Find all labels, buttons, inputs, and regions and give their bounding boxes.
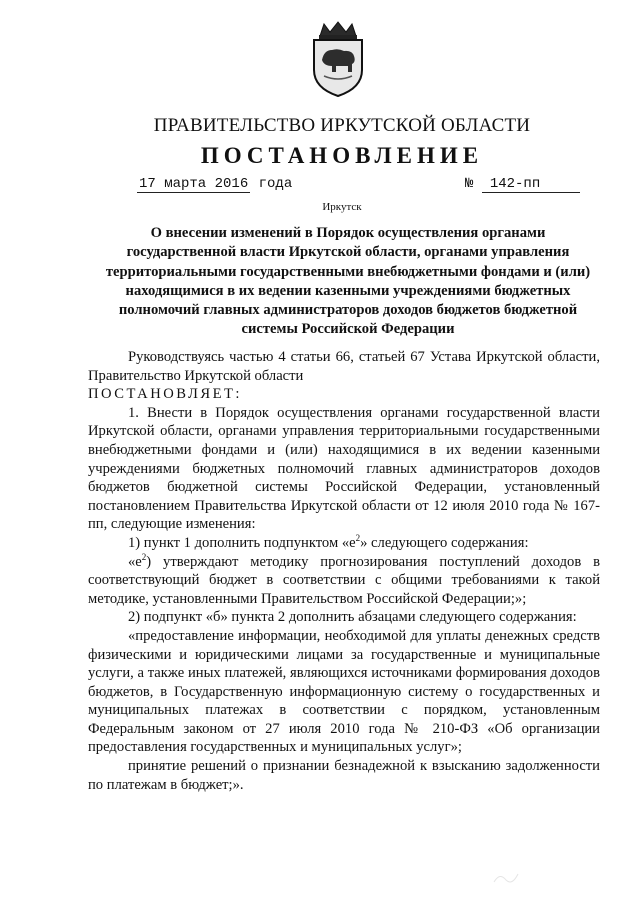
superscript: 2	[141, 551, 147, 562]
superscript: 2	[355, 533, 361, 544]
subclause-1-text-a: 1) пункт 1 дополнить подпунктом «е	[128, 534, 356, 551]
title-line: находящимися в их ведении казенными учреждениями бюджетных	[125, 282, 571, 299]
document-title	[88, 224, 608, 340]
title-line: государственной власти Иркутской области, органами управления	[126, 244, 570, 261]
title-line: О внесении изменений в Порядок осуществления органами	[150, 225, 546, 241]
subclause-1-paragraph	[88, 534, 600, 553]
subclause-2-paragraph: 2) подпункт «б» пункта 2 дополнить абзацами следующего содержания:	[128, 609, 577, 626]
government-name: ПРАВИТЕЛЬСТВО ИРКУТСКОЙ ОБЛАСТИ	[153, 115, 531, 136]
quoted-subpoint-text-b: ) утверждают методику прогнозирования поступлений доходов в соответствующий бюджет в соответствии с общими требованиями к такой методике, установленными Правительством Российской Федерации;»;	[88, 553, 600, 607]
subclause-1-text-b: » следующего содержания:	[360, 534, 529, 551]
city-name: Иркутск	[322, 201, 362, 213]
document-date	[137, 176, 292, 192]
title-line: системы Российской Федерации	[241, 321, 455, 338]
coat-of-arms-icon	[306, 20, 370, 98]
write-off-paragraph: принятие решений о признании безнадежной к взысканию задолженности по платежам в бюджет;».	[88, 758, 600, 793]
number-prefix: №	[465, 176, 474, 192]
document-body	[88, 348, 600, 794]
number-value: 142-пп	[482, 176, 580, 193]
date-suffix: года	[258, 176, 293, 192]
resolves-word: ПОСТАНОВЛЯЕТ:	[88, 386, 242, 403]
date-value: 17 марта 2016	[139, 176, 249, 192]
clause-1-paragraph: 1. Внести в Порядок осуществления органами государственной власти Иркутской области, органами управления территориальными государственными внебюджетными фондами и (или) находящимися в их ведении казенными учреждениями бюджетных полномочий главных администраторов доходов бюджетов бюджетной системы Российской Федерации, установленный постановлением Правительства Иркутской области от 12 июля 2010 года № 167-пп, следующие изменения:	[88, 404, 600, 533]
quoted-subpoint-paragraph	[88, 553, 600, 609]
information-paragraph: «предоставление информации, необходимой для уплаты денежных средств физическими и юридическими лицами за государственные и муниципальные услуги, а также иных платежей, являющихся источниками формирования доходов бюджетов, в Государственную информационную систему о государственных и муниципальных платежах в соответствии с порядком, установленным Федеральным законом от 27 июля 2010 года № 210-ФЗ «Об организации предоставления государственных и муниципальных услуг»;	[88, 627, 600, 756]
quoted-subpoint-text-a: «е	[128, 553, 142, 570]
scan-artifact-mark	[492, 868, 520, 888]
document-number	[465, 176, 580, 193]
title-line: территориальными государственными внебюджетными фондами и (или)	[105, 263, 591, 280]
document-type: ПОСТАНОВЛЕНИЕ	[200, 143, 484, 168]
title-line: полномочий главных администраторов доходов бюджетов бюджетной	[118, 302, 578, 319]
preamble-paragraph: Руководствуясь частью 4 статьи 66, статьей 67 Устава Иркутской области, Правительство Иркутской области	[88, 349, 600, 384]
